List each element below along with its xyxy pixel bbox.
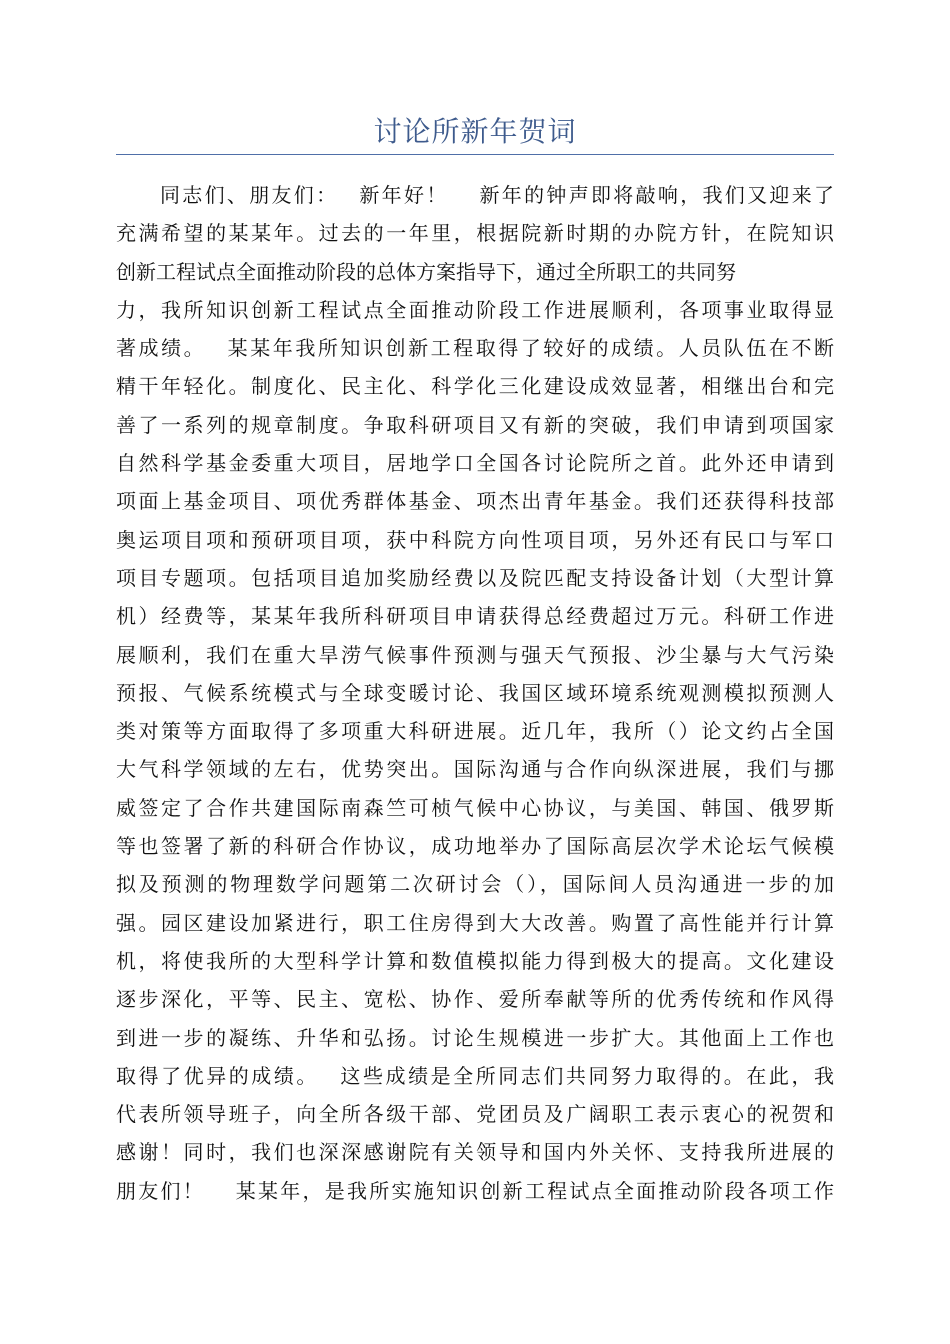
body-line: 取得了优异的成绩。 这些成绩是全所同志们共同努力取得的。在此，我 bbox=[116, 1063, 834, 1088]
body-line: 奥运项目项和预研项目项，获中科院方向性项目项，另外还有民口与军口 bbox=[116, 527, 834, 552]
body-line: 拟及预测的物理数学问题第二次研讨会（），国际间人员沟通进一步的加 bbox=[116, 872, 834, 897]
body-line: 到进一步的凝练、升华和弘扬。讨论生规模进一步扩大。其他面上工作也 bbox=[116, 1025, 834, 1050]
body-line: 机）经费等，某某年我所科研项目申请获得总经费超过万元。科研工作进 bbox=[116, 604, 834, 629]
body-line: 展顺利，我们在重大旱涝气候事件预测与强天气预报、沙尘暴与大气污染 bbox=[116, 642, 834, 667]
body-line: 善了一系列的规章制度。争取科研项目又有新的突破，我们申请到项国家 bbox=[116, 412, 834, 437]
document-body bbox=[116, 176, 834, 1210]
body-line: 著成绩。 某某年我所知识创新工程取得了较好的成绩。人员队伍在不断 bbox=[116, 336, 834, 361]
document-title: 讨论所新年贺词 bbox=[373, 115, 577, 148]
body-line: 强。园区建设加紧进行，职工住房得到大大改善。购置了高性能并行计算 bbox=[116, 910, 834, 935]
body-line: 项目专题项。包括项目追加奖励经费以及院匹配支持设备计划（大型计算 bbox=[116, 565, 834, 590]
body-line: 威签定了合作共建国际南森竺可桢气候中心协议，与美国、韩国、俄罗斯 bbox=[116, 795, 834, 820]
body-line: 等也签署了新的科研合作协议，成功地举办了国际高层次学术论坛气候模 bbox=[116, 834, 834, 859]
body-line: 力，我所知识创新工程试点全面推动阶段工作进展顺利，各项事业取得显 bbox=[116, 297, 834, 322]
body-line: 充满希望的某某年。过去的一年里，根据院新时期的办院方针，在院知识 bbox=[116, 221, 834, 246]
body-line: 项面上基金项目、项优秀群体基金、项杰出青年基金。我们还获得科技部 bbox=[116, 489, 834, 514]
body-line: 大气科学领域的左右，优势突出。国际沟通与合作向纵深进展，我们与挪 bbox=[116, 757, 834, 782]
body-line: 逐步深化，平等、民主、宽松、协作、爱所奉献等所的优秀传统和作风得 bbox=[116, 987, 834, 1012]
body-line: 机，将使我所的大型科学计算和数值模拟能力得到极大的提高。文化建设 bbox=[116, 948, 834, 973]
body-line: 类对策等方面取得了多项重大科研进展。近几年，我所（）论文约占全国 bbox=[116, 719, 834, 744]
body-line: 自然科学基金委重大项目，居地学口全国各讨论院所之首。此外还申请到 bbox=[116, 451, 834, 476]
body-line: 预报、气候系统模式与全球变暖讨论、我国区域环境系统观测模拟预测人 bbox=[116, 680, 834, 705]
title-underline bbox=[116, 154, 834, 155]
body-line: 创新工程试点全面推动阶段的总体方案指导下，通过全所职工的共同努 bbox=[116, 259, 736, 284]
body-line: 感谢！同时，我们也深深感谢院有关领导和国内外关怀、支持我所进展的 bbox=[116, 1140, 834, 1165]
body-line: 精干年轻化。制度化、民主化、科学化三化建设成效显著，相继出台和完 bbox=[116, 374, 834, 399]
body-line: 同志们、朋友们： 新年好！ 新年的钟声即将敲响，我们又迎来了 bbox=[160, 183, 834, 207]
body-line: 朋友们！ 某某年，是我所实施知识创新工程试点全面推动阶段各项工作 bbox=[116, 1178, 834, 1203]
body-line: 代表所领导班子，向全所各级干部、党团员及广阔职工表示衷心的祝贺和 bbox=[116, 1102, 834, 1127]
